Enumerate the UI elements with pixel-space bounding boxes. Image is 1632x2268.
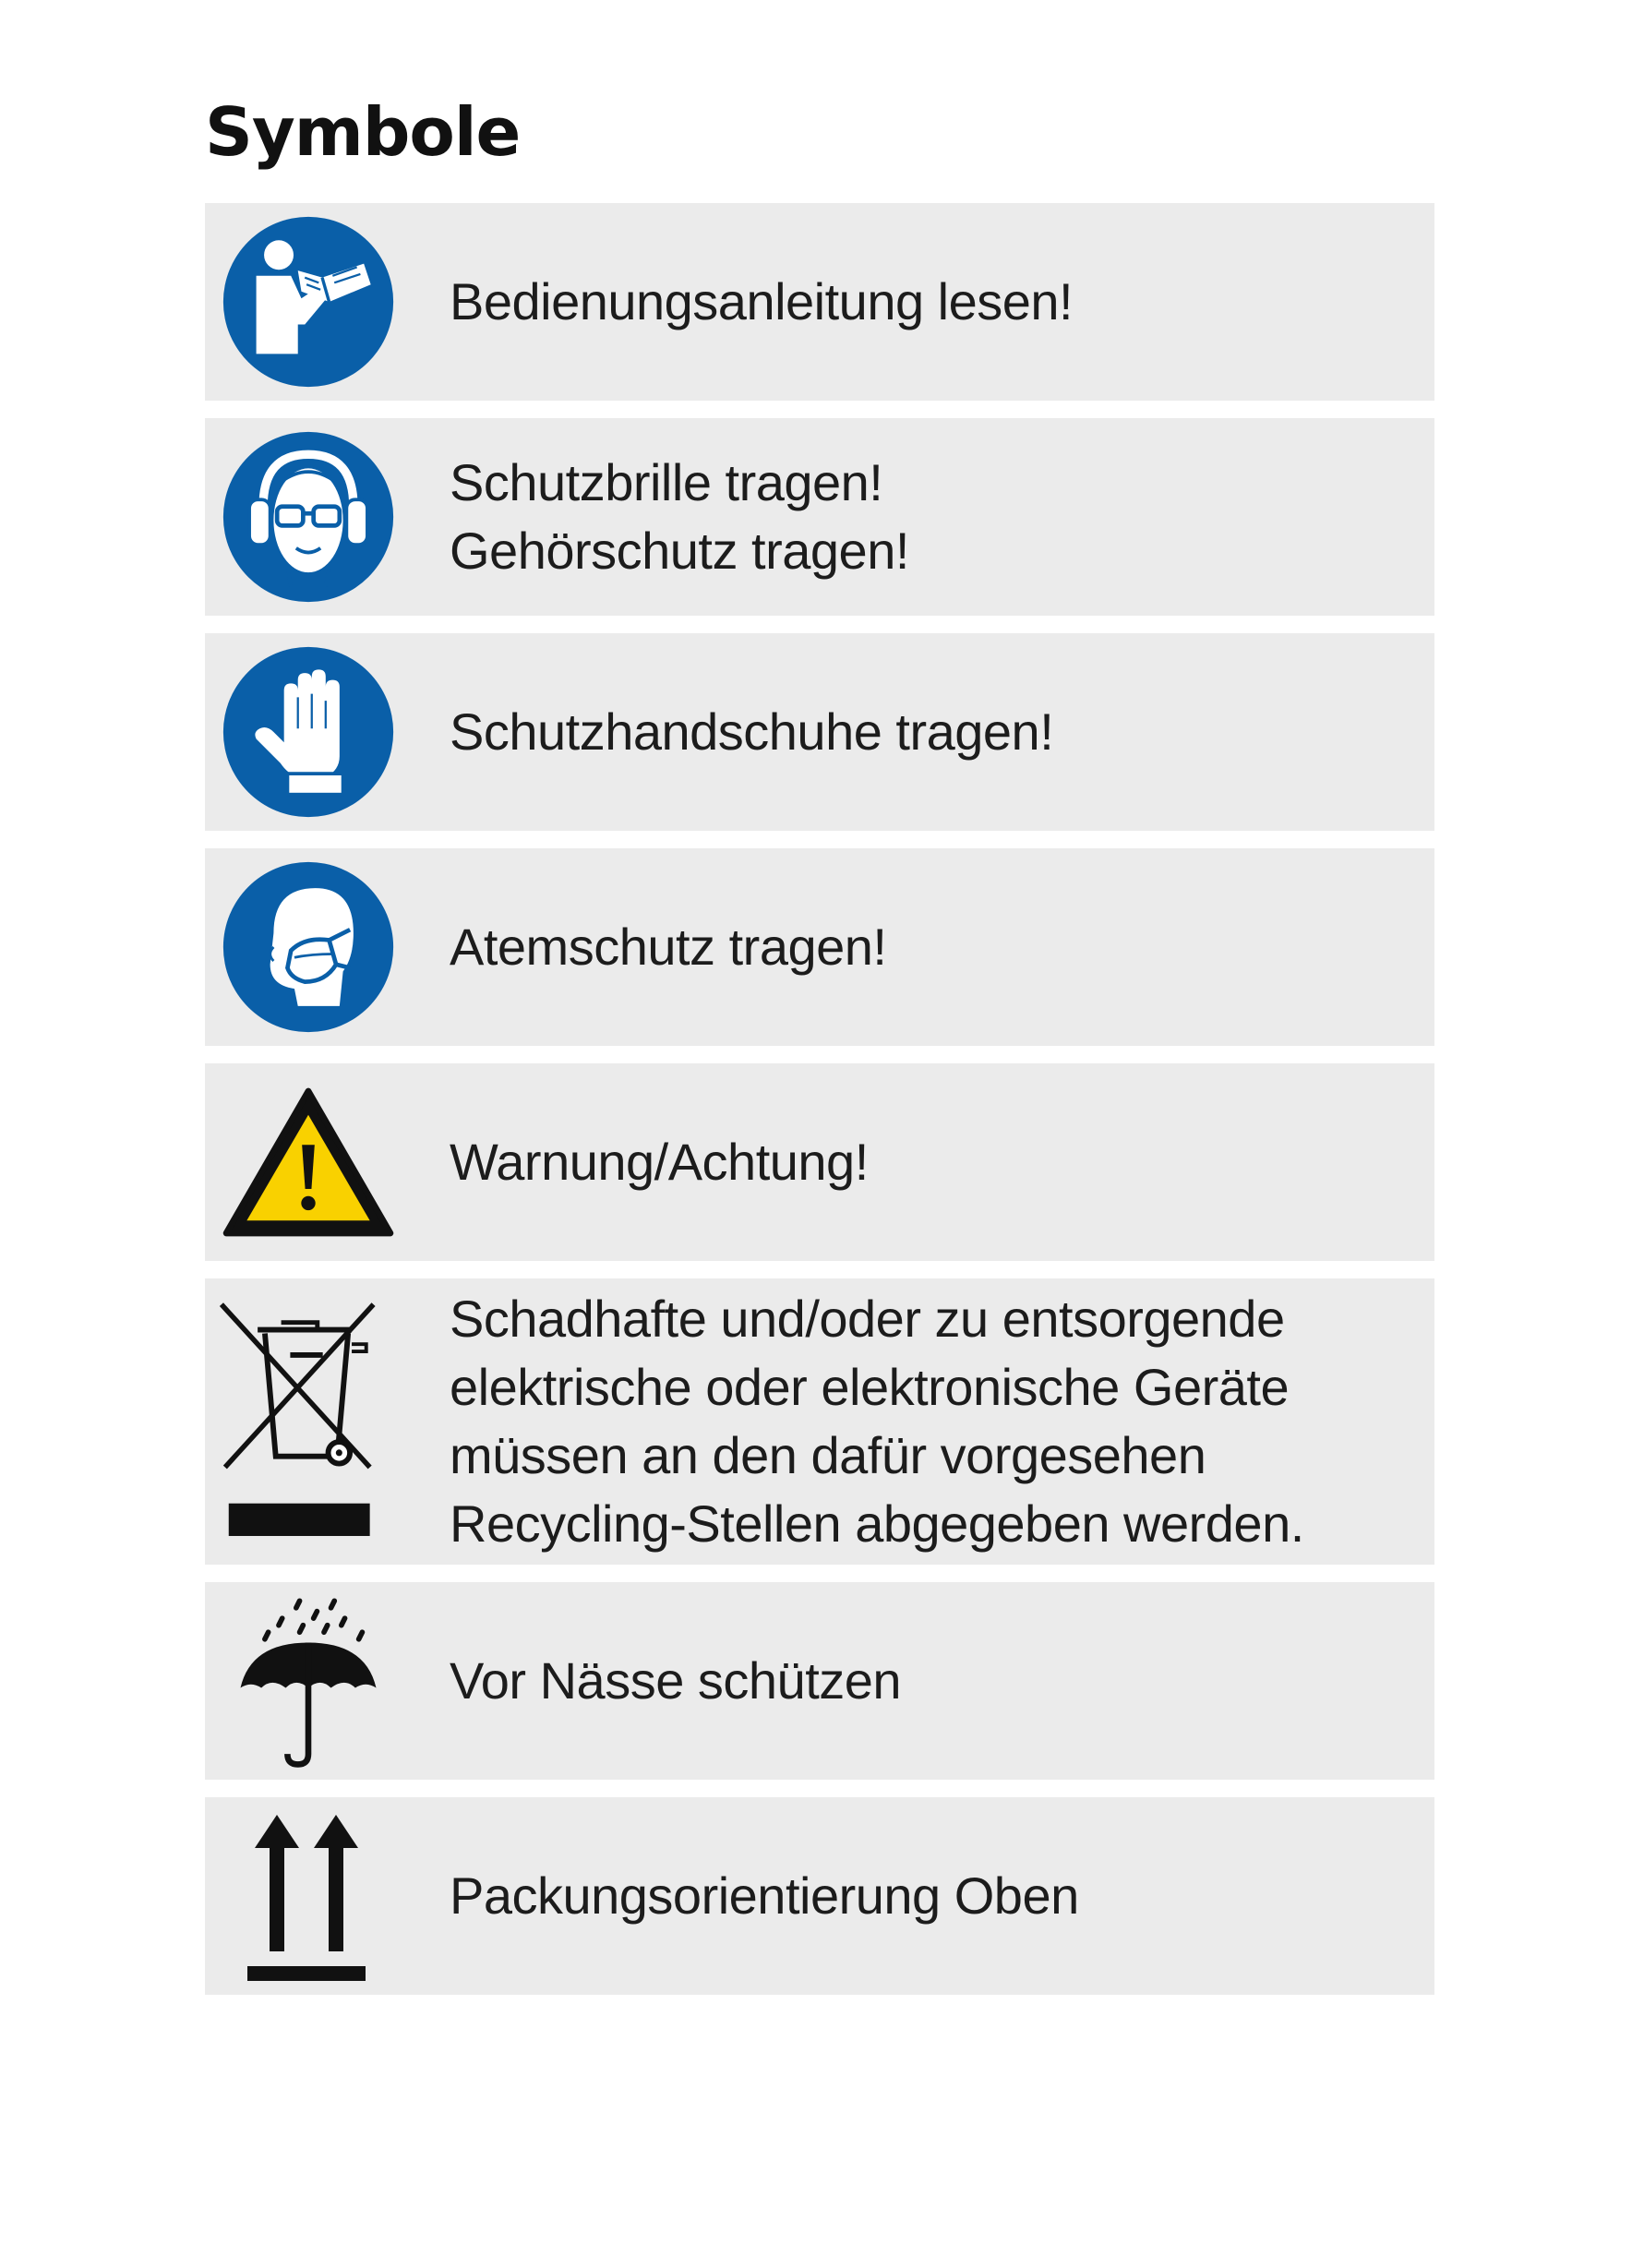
symbol-row-respiratory-mask — [205, 848, 1434, 1046]
goggles-ear-protection-icon — [218, 418, 399, 616]
symbol-label-line: Packungsorientierung Oben — [450, 1866, 1079, 1925]
symbol-row-this-way-up — [205, 1797, 1434, 1995]
symbol-label-line: Schutzhandschuhe tragen! — [450, 702, 1054, 761]
page-title: Symbole — [205, 93, 521, 171]
respiratory-mask-icon — [218, 848, 399, 1046]
symbol-label-line: Recycling-Stellen abgegeben werden. — [450, 1494, 1304, 1553]
symbol-label-line: Vor Nässe schützen — [450, 1651, 902, 1710]
protective-gloves-icon — [218, 633, 399, 831]
symbol-row-weee-disposal — [205, 1278, 1434, 1565]
symbol-row-read-manual — [205, 203, 1434, 401]
read-manual-icon — [218, 203, 399, 401]
symbol-label-line: Schutzbrille tragen! — [450, 453, 883, 511]
warning-triangle-icon — [218, 1063, 399, 1261]
symbol-label-line: müssen an den dafür vorgesehen — [450, 1426, 1206, 1484]
umbrella-rain-icon — [218, 1582, 399, 1780]
this-way-up-icon — [218, 1797, 399, 1995]
symbol-label-line: Atemschutz tragen! — [450, 918, 887, 976]
symbol-row-goggles-ear-protection — [205, 418, 1434, 616]
symbol-label-line: Gehörschutz tragen! — [450, 522, 909, 580]
symbol-row-keep-dry — [205, 1582, 1434, 1780]
symbol-row-protective-gloves — [205, 633, 1434, 831]
symbol-label-line: Schadhafte und/oder zu entsorgende — [450, 1290, 1285, 1348]
symbol-label-line: Warnung/Achtung! — [450, 1133, 869, 1191]
symbol-label-line: Bedienungsanleitung lesen! — [450, 272, 1074, 330]
symbol-row-warning — [205, 1063, 1434, 1261]
symbol-label-line: elektrische oder elektronische Geräte — [450, 1358, 1290, 1416]
crossed-out-bin-icon — [218, 1288, 399, 1555]
